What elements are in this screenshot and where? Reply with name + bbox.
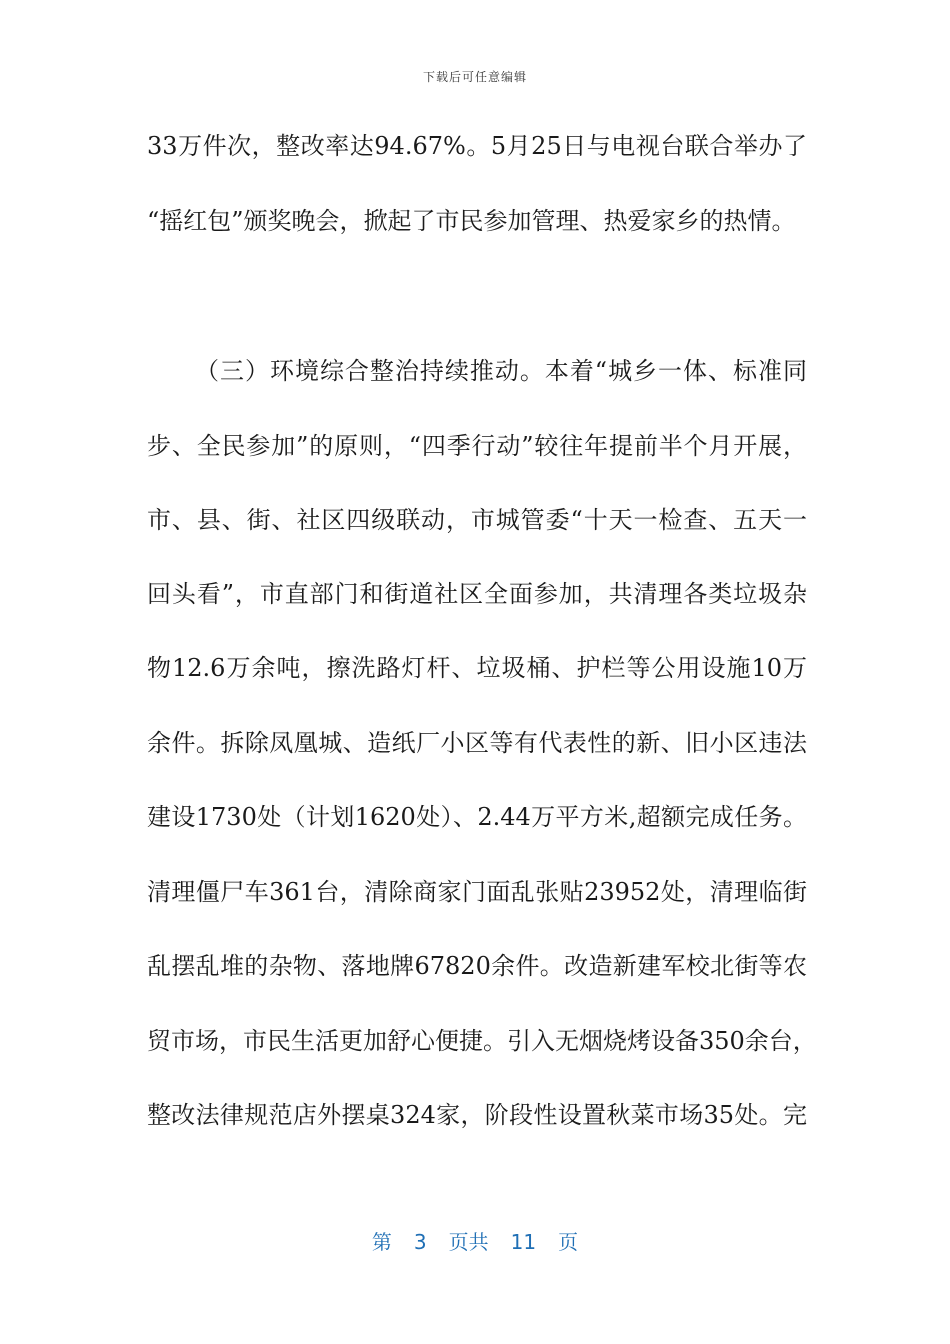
footer-current-page: 3 <box>413 1230 427 1254</box>
footer-suffix: 页 <box>558 1230 579 1254</box>
paragraph-2-line-6: 余件。拆除凤凰城、造纸厂小区等有代表性的新、旧小区违法 <box>147 729 807 757</box>
footer-middle: 页共 <box>448 1230 489 1254</box>
paragraph-2-line-8: 清理僵尸车361台，清除商家门面乱张贴23952处，清理临街 <box>147 878 807 906</box>
paragraph-2-line-5: 物12.6万余吨，擦洗路灯杆、垃圾桶、护栏等公用设施10万 <box>147 654 807 682</box>
paragraph-2-line-11: 整改法律规范店外摆桌324家，阶段性设置秋菜市场35处。完 <box>147 1101 807 1129</box>
footer-total-pages: 11 <box>510 1230 537 1254</box>
footer-prefix: 第 <box>371 1230 392 1254</box>
paragraph-2-line-2: 步、全民参加”的原则，“四季行动”较往年提前半个月开展， <box>147 432 807 460</box>
paragraph-2-line-4: 回头看”，市直部门和街道社区全面参加，共清理各类垃圾杂 <box>147 580 807 608</box>
paragraph-2-line-3: 市、县、街、社区四级联动，市城管委“十天一检查、五天一 <box>147 506 807 534</box>
paragraph-2-line-9: 乱摆乱堆的杂物、落地牌67820余件。改造新建军校北街等农 <box>147 952 807 980</box>
paragraph-1-line-1: 33万件次，整改率达94.67%。5月25日与电视台联合举办了 <box>147 132 807 160</box>
paragraph-2-line-10: 贸市场，市民生活更加舒心便捷。引入无烟烧烤设备350余台， <box>147 1027 817 1055</box>
page-footer <box>0 1226 950 1255</box>
paragraph-1-line-2: “摇红包”颁奖晚会，掀起了市民参加管理、热爱家乡的热情。 <box>147 207 796 235</box>
paragraph-2-line-7: 建设1730处（计划1620处）、2.44万平方米,超额完成任务。 <box>147 803 807 831</box>
page-header: 下载后可任意编辑 <box>422 70 527 84</box>
paragraph-2-line-1: （三）环境综合整治持续推动。本着“城乡一体、标准同 <box>195 357 807 385</box>
